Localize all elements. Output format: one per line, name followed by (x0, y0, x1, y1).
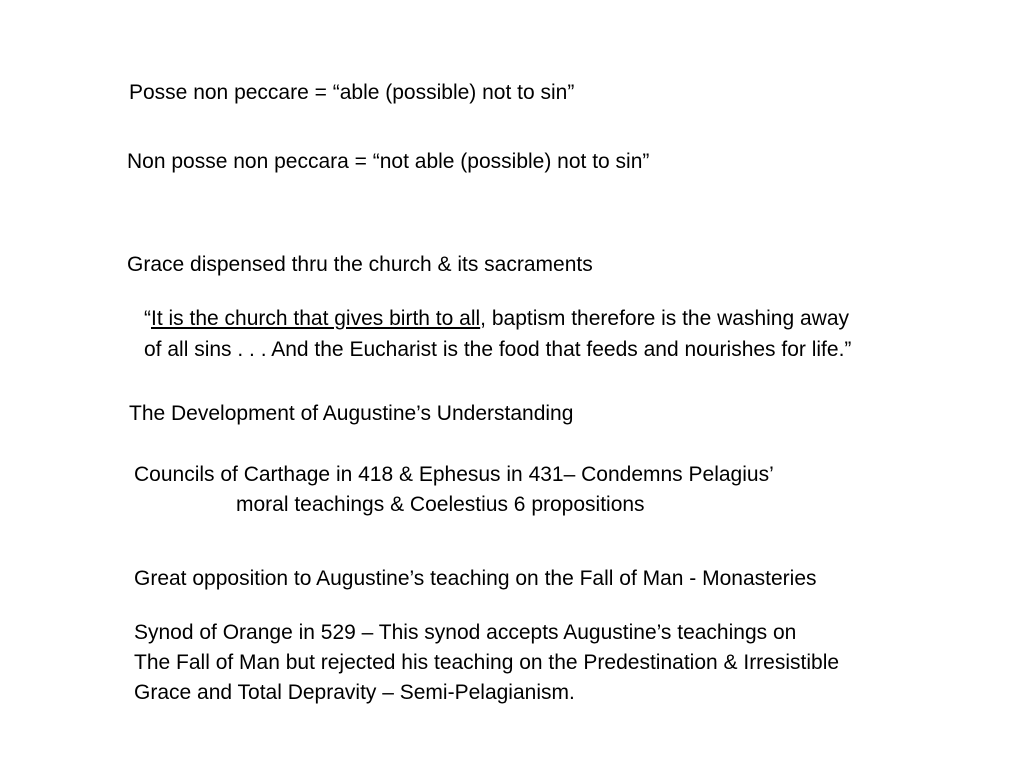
quote-line-1 (144, 304, 849, 334)
grace-heading: Grace dispensed thru the church & its sacraments (127, 253, 593, 276)
synod-line-1: Synod of Orange in 529 – This synod accepts Augustine’s teachings on (134, 621, 797, 644)
non-posse-non-peccara-text: Non posse non peccara = “not able (possible) not to sin” (127, 150, 650, 173)
quote-line-2: of all sins . . . And the Eucharist is the food that feeds and nourishes for life.” (144, 338, 852, 361)
quote-rest-line-1: , baptism therefore is the washing away (480, 307, 850, 330)
quote-open-mark: “ (144, 307, 151, 330)
synod-line-3: Grace and Total Depravity – Semi-Pelagianism. (134, 681, 575, 704)
quote-underlined-text: It is the church that gives birth to all (151, 307, 481, 330)
councils-line-2: moral teachings & Coelestius 6 propositions (236, 493, 645, 516)
councils-line-1: Councils of Carthage in 418 & Ephesus in 431– Condemns Pelagius’ (134, 463, 774, 486)
development-heading: The Development of Augustine’s Understanding (129, 402, 574, 425)
posse-non-peccare-text: Posse non peccare = “able (possible) not to sin” (129, 81, 575, 104)
opposition-text: Great opposition to Augustine’s teaching on the Fall of Man - Monasteries (134, 567, 817, 590)
synod-line-2: The Fall of Man but rejected his teaching on the Predestination & Irresistible (134, 651, 840, 674)
